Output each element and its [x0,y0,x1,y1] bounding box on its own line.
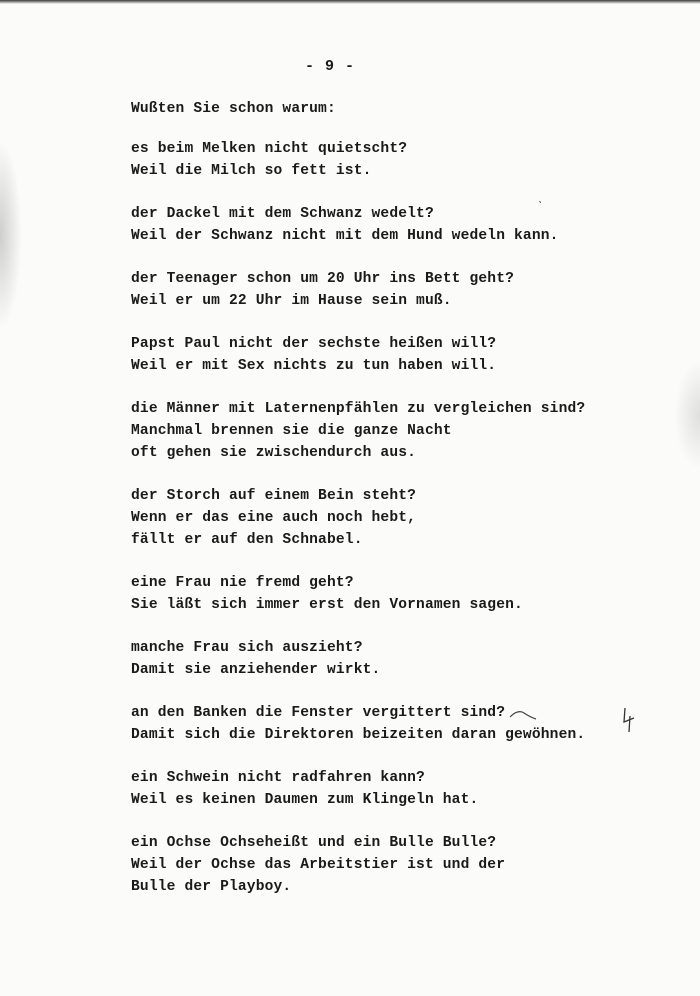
joke-question: der Teenager schon um 20 Uhr ins Bett geht? [131,271,515,287]
joke-answer-line: Sie läßt sich immer erst den Vornamen sagen. [131,597,523,613]
joke-list [131,98,671,919]
joke-answer-line: Weil die Milch so fett ist. [131,163,372,179]
joke-question: ein Ochse Ochseheißt und ein Bulle Bulle? [131,835,497,851]
joke-entry [131,637,671,681]
joke-answer-line: Weil der Schwanz nicht mit dem Hund wedeln kann. [131,228,559,244]
joke-answer-line: oft gehen sie zwischendurch aus. [131,445,417,461]
joke-entry [131,333,671,377]
page-number: - 9 - [304,58,355,75]
joke-entry [131,767,671,811]
joke-entry [131,702,671,746]
joke-question: an den Banken die Fenster vergittert sind? [131,705,506,721]
joke-question: der Dackel mit dem Schwanz wedelt? [131,206,434,222]
joke-answer-line: Weil es keinen Daumen zum Klingeln hat. [131,792,479,808]
joke-answer-line: Bulle der Playboy. [131,879,292,895]
joke-entry [131,572,671,616]
joke-entry [131,485,671,551]
entries-container [131,138,671,898]
joke-entry [131,398,671,464]
scan-top-edge [0,0,700,4]
joke-question: Papst Paul nicht der sechste heißen will? [131,336,497,352]
intro-heading: Wußten Sie schon warum: [131,101,336,117]
joke-answer-line: Weil er um 22 Uhr im Hause sein muß. [131,293,452,309]
joke-entry [131,138,671,182]
joke-answer-line: Wenn er das eine auch noch hebt, [131,510,417,526]
joke-entry [131,832,671,898]
joke-entry [131,268,671,312]
joke-answer-line: Weil der Ochse das Arbeitstier ist und der [131,857,506,873]
joke-answer-line: Manchmal brennen sie die ganze Nacht [131,423,452,439]
joke-question: ein Schwein nicht radfahren kann? [131,770,425,786]
joke-answer-line: Damit sie anziehender wirkt. [131,662,381,678]
joke-question: manche Frau sich auszieht? [131,640,363,656]
handwritten-mark [620,706,640,736]
scan-left-smudge [0,140,22,330]
joke-entry [131,203,671,247]
pencil-stroke-mark [508,707,538,721]
scan-right-smudge [674,360,700,470]
joke-answer-line: fällt er auf den Schnabel. [131,532,363,548]
ink-speck: ˋ [537,200,545,214]
joke-question: der Storch auf einem Bein steht? [131,488,417,504]
joke-answer-line: Damit sich die Direktoren beizeiten daran gewöhnen. [131,727,586,743]
joke-question: eine Frau nie fremd geht? [131,575,354,591]
joke-answer-line: Weil er mit Sex nichts zu tun haben will. [131,358,497,374]
joke-question: die Männer mit Laternenpfählen zu vergleichen sind? [131,401,586,417]
joke-question: es beim Melken nicht quietscht? [131,141,408,157]
